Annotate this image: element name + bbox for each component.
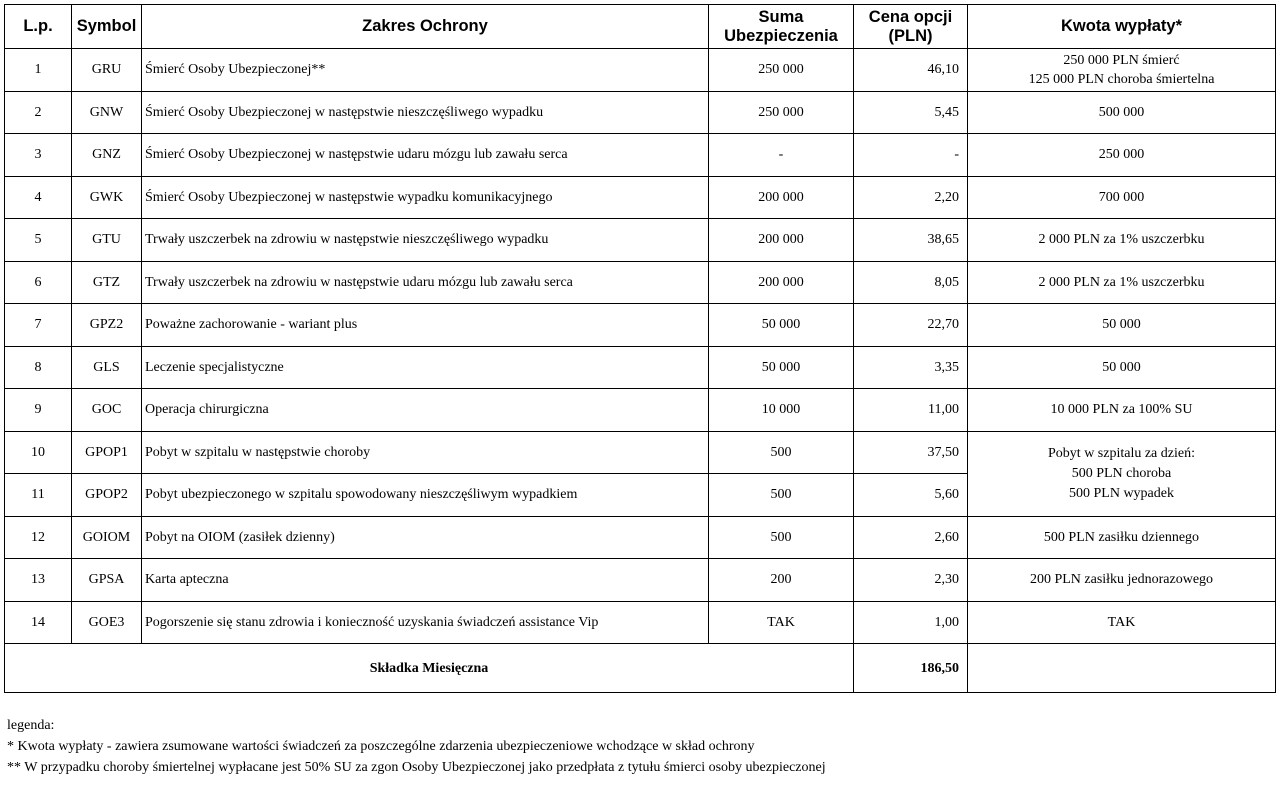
cell-price: 1,00 — [854, 601, 968, 644]
header-symbol: Symbol — [72, 5, 142, 49]
table-row — [5, 134, 1276, 177]
cell-lp: 9 — [5, 389, 72, 432]
cell-payout: 50 000 — [968, 304, 1276, 347]
cell-scope: Śmierć Osoby Ubezpieczonej** — [142, 49, 709, 92]
cell-scope: Śmierć Osoby Ubezpieczonej w następstwie nieszczęśliwego wypadku — [142, 91, 709, 134]
cell-scope: Pobyt ubezpieczonego w szpitalu spowodowany nieszczęśliwym wypadkiem — [142, 474, 709, 517]
cell-payout: 500 PLN zasiłku dziennego — [968, 516, 1276, 559]
cell-symbol: GTZ — [72, 261, 142, 304]
total-empty-cell — [968, 644, 1276, 693]
table-row — [5, 176, 1276, 219]
cell-lp: 1 — [5, 49, 72, 92]
cell-sum: 200 — [709, 559, 854, 602]
cell-sum: TAK — [709, 601, 854, 644]
legend-note-2: ** W przypadku choroby śmiertelnej wypłacane jest 50% SU za zgon Osoby Ubezpieczonej jako przedpłata z tytułu śmierci osoby ubezpieczonej — [7, 760, 826, 775]
cell-symbol: GTU — [72, 219, 142, 262]
cell-scope: Karta apteczna — [142, 559, 709, 602]
total-row — [5, 644, 1276, 693]
cell-price: 38,65 — [854, 219, 968, 262]
cell-payout: 50 000 — [968, 346, 1276, 389]
cell-lp: 11 — [5, 474, 72, 517]
cell-scope: Śmierć Osoby Ubezpieczonej w następstwie wypadku komunikacyjnego — [142, 176, 709, 219]
cell-lp: 4 — [5, 176, 72, 219]
cell-sum: 50 000 — [709, 304, 854, 347]
cell-price: 5,45 — [854, 91, 968, 134]
cell-lp: 13 — [5, 559, 72, 602]
table-row — [5, 219, 1276, 262]
cell-symbol: GLS — [72, 346, 142, 389]
cell-lp: 5 — [5, 219, 72, 262]
cell-price: 8,05 — [854, 261, 968, 304]
cell-price: 2,60 — [854, 516, 968, 559]
table-row — [5, 516, 1276, 559]
cell-payout: 200 PLN zasiłku jednorazowego — [968, 559, 1276, 602]
cell-symbol: GOIOM — [72, 516, 142, 559]
cell-sum: - — [709, 134, 854, 177]
cell-sum: 500 — [709, 474, 854, 517]
cell-sum: 10 000 — [709, 389, 854, 432]
cell-scope: Pogorszenie się stanu zdrowia i konieczność uzyskania świadczeń assistance Vip — [142, 601, 709, 644]
cell-price: 37,50 — [854, 431, 968, 474]
header-lp: L.p. — [5, 5, 72, 49]
cell-lp: 10 — [5, 431, 72, 474]
total-value: 186,50 — [854, 644, 968, 693]
header-sum-line2: Ubezpieczenia — [724, 26, 838, 45]
header-price-line2: (PLN) — [888, 26, 933, 45]
cell-symbol: GOE3 — [72, 601, 142, 644]
cell-scope: Trwały uszczerbek na zdrowiu w następstwie udaru mózgu lub zawału serca — [142, 261, 709, 304]
cell-payout: TAK — [968, 601, 1276, 644]
cell-symbol: GWK — [72, 176, 142, 219]
cell-sum: 200 000 — [709, 176, 854, 219]
cell-lp: 7 — [5, 304, 72, 347]
cell-price: 22,70 — [854, 304, 968, 347]
header-row — [5, 5, 1276, 49]
table-row — [5, 261, 1276, 304]
cell-lp: 3 — [5, 134, 72, 177]
cell-price: 46,10 — [854, 49, 968, 92]
header-scope: Zakres Ochrony — [142, 5, 709, 49]
cell-payout: 700 000 — [968, 176, 1276, 219]
cell-sum: 500 — [709, 431, 854, 474]
cell-payout: 10 000 PLN za 100% SU — [968, 389, 1276, 432]
cell-symbol: GPOP1 — [72, 431, 142, 474]
table-row — [5, 559, 1276, 602]
cell-symbol: GNW — [72, 91, 142, 134]
cell-payout-merged: Pobyt w szpitalu za dzień: 500 PLN choroba 500 PLN wypadek — [968, 431, 1276, 516]
cell-price: 2,30 — [854, 559, 968, 602]
cell-sum: 200 000 — [709, 261, 854, 304]
cell-price: 11,00 — [854, 389, 968, 432]
cell-price: 5,60 — [854, 474, 968, 517]
header-payout: Kwota wypłaty* — [968, 5, 1276, 49]
header-price-line1: Cena opcji — [868, 7, 953, 26]
cell-scope: Pobyt na OIOM (zasiłek dzienny) — [142, 516, 709, 559]
table-row — [5, 601, 1276, 644]
legend — [7, 715, 826, 778]
cell-symbol: GOC — [72, 389, 142, 432]
table-row — [5, 49, 1276, 92]
cell-payout: 2 000 PLN za 1% uszczerbku — [968, 219, 1276, 262]
cell-symbol: GPZ2 — [72, 304, 142, 347]
table-row — [5, 346, 1276, 389]
cell-scope: Śmierć Osoby Ubezpieczonej w następstwie udaru mózgu lub zawału serca — [142, 134, 709, 177]
cell-scope: Leczenie specjalistyczne — [142, 346, 709, 389]
cell-lp: 8 — [5, 346, 72, 389]
cell-symbol: GPOP2 — [72, 474, 142, 517]
cell-price: 3,35 — [854, 346, 968, 389]
cell-scope: Pobyt w szpitalu w następstwie choroby — [142, 431, 709, 474]
header-sum — [709, 5, 854, 49]
cell-sum: 200 000 — [709, 219, 854, 262]
cell-payout: 250 000 — [968, 134, 1276, 177]
cell-lp: 12 — [5, 516, 72, 559]
legend-title: legenda: — [7, 718, 55, 733]
cell-scope: Operacja chirurgiczna — [142, 389, 709, 432]
cell-symbol: GRU — [72, 49, 142, 92]
cell-sum: 250 000 — [709, 91, 854, 134]
cell-lp: 6 — [5, 261, 72, 304]
cell-price: 2,20 — [854, 176, 968, 219]
table-row — [5, 389, 1276, 432]
cell-lp: 14 — [5, 601, 72, 644]
cell-scope: Poważne zachorowanie - wariant plus — [142, 304, 709, 347]
cell-sum: 50 000 — [709, 346, 854, 389]
legend-note-1: * Kwota wypłaty - zawiera zsumowane wartości świadczeń za poszczególne zdarzenia ubezpieczeniowe wchodzące w skład ochrony — [7, 739, 755, 754]
cell-scope: Trwały uszczerbek na zdrowiu w następstwie nieszczęśliwego wypadku — [142, 219, 709, 262]
cell-sum: 250 000 — [709, 49, 854, 92]
cell-payout: 250 000 PLN śmierć 125 000 PLN choroba śmiertelna — [968, 49, 1276, 92]
cell-payout: 2 000 PLN za 1% uszczerbku — [968, 261, 1276, 304]
insurance-coverage-table — [4, 4, 1276, 693]
cell-symbol: GNZ — [72, 134, 142, 177]
table-row — [5, 431, 1276, 474]
total-label: Składka Miesięczna — [5, 644, 854, 693]
cell-payout: 500 000 — [968, 91, 1276, 134]
cell-lp: 2 — [5, 91, 72, 134]
table-row — [5, 304, 1276, 347]
cell-symbol: GPSA — [72, 559, 142, 602]
table-row — [5, 91, 1276, 134]
header-price — [854, 5, 968, 49]
cell-price: - — [854, 134, 968, 177]
header-sum-line1: Suma — [758, 7, 804, 26]
cell-sum: 500 — [709, 516, 854, 559]
